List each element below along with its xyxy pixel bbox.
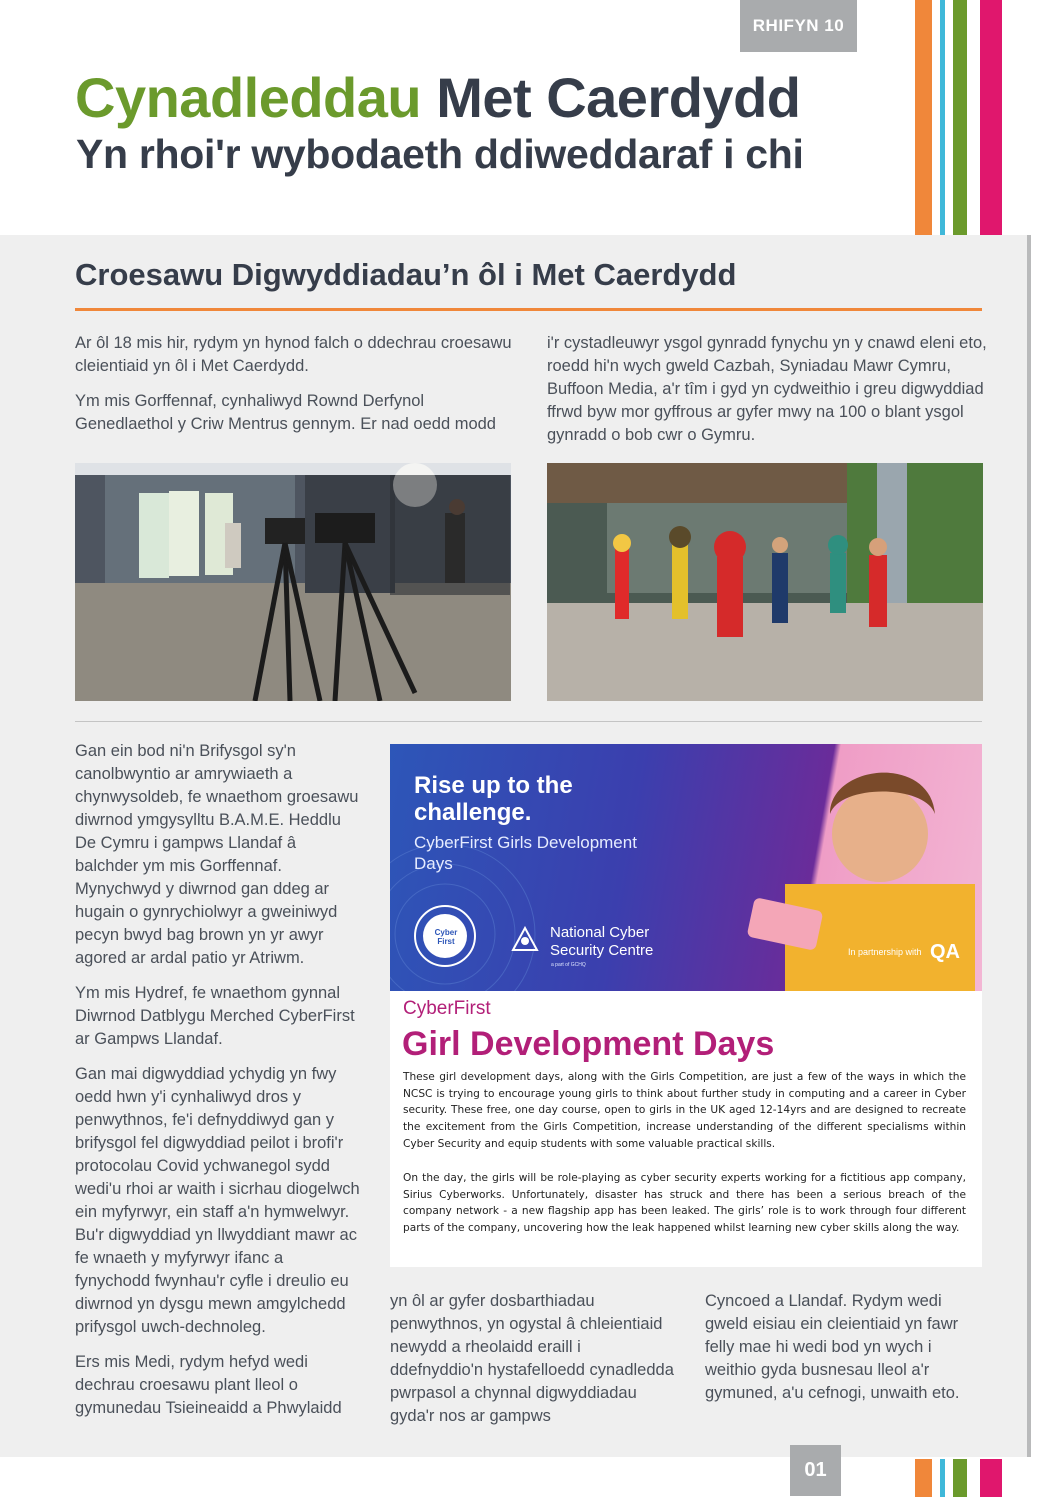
photo-mascots-outdoor bbox=[547, 463, 983, 701]
paragraph: Ym mis Hydref, fe wnaethom gynnal Diwrnod Datblygu Merched CyberFirst ar Gampws Llandaf. bbox=[75, 984, 355, 1048]
banner-headline: Rise up to the challenge. bbox=[414, 772, 573, 826]
section-title: Croesawu Digwyddiadau’n ôl i Met Caerdydd bbox=[75, 257, 737, 292]
footer-stripe-magenta bbox=[980, 1459, 1002, 1497]
photo-studio-camera bbox=[75, 463, 511, 701]
stripe-magenta bbox=[980, 0, 1002, 235]
ncsc-subtext: a part of GCHQ bbox=[551, 962, 586, 968]
page-subtitle: Yn rhoi'r wybodaeth ddiweddaraf i chi bbox=[76, 131, 804, 177]
cyberfirst-heading: Girl Development Days bbox=[402, 1025, 775, 1063]
issue-badge: RHIFYN 10 bbox=[740, 0, 857, 52]
paragraph: Ers mis Medi, rydym hefyd wedi dechrau croesawu plant lleol o gymunedau Tsieineaidd a Phwylaidd bbox=[75, 1353, 342, 1417]
intro-column-right bbox=[547, 332, 987, 459]
events-column bbox=[75, 740, 360, 1432]
bottom-column-right bbox=[705, 1290, 985, 1417]
stripe-cyan bbox=[940, 0, 945, 235]
partner-text: In partnership with bbox=[848, 947, 922, 957]
cyberfirst-paragraph: These girl development days, along with the Girls Competition, are just a few of the ways in which the NCSC is trying to encourage young girls to think about further study in computing and a career in Cyber security. These free, one day course, open to girls in the UK aged 12-14yrs and are designed to recreate the excitement from the Girls Competition, increase understanding of the different specialisms within Cyber Security and equip students with some valuable practical skills. bbox=[403, 1071, 966, 1150]
right-rule bbox=[1027, 235, 1031, 1457]
divider bbox=[75, 721, 982, 722]
title-green: Cynadleddau bbox=[75, 66, 422, 129]
page-title bbox=[75, 66, 800, 130]
section-rule bbox=[75, 308, 982, 311]
qa-logo: QA bbox=[930, 941, 960, 963]
page-number: 01 bbox=[790, 1445, 841, 1496]
intro-column-left bbox=[75, 332, 515, 448]
paragraph: i'r cystadleuwyr ysgol gynradd fynychu yn y cnawd eleni eto, roedd hi'n wych gweld Cazbah, Syniadau Mawr Cymru, Buffoon Media, a'r tîm i gyd yn cydweithio i greu digwyddiad ffrwd byw mor gyffrous ar gyfer mwy na 100 o blant ysgol gynradd o bob cwr o Gymru. bbox=[547, 334, 987, 444]
footer-stripe-green bbox=[953, 1459, 967, 1497]
footer-stripe-orange bbox=[915, 1459, 932, 1497]
paragraph: Gan ein bod ni'n Brifysgol sy'n canolbwyntio ar amrywiaeth a chynwysoldeb, fe wnaethom groesawu diwrnod ymgysylltu B.A.M.E. Heddlu De Cymru i gampws Llandaf â balchder ym mis Gorffennaf. Mynychwyd y diwrnod gan ddeg ar hugain o gynrychiolwyr a gweiniwyd pecyn bwyd bag brown yn yr awyr agored ar ardal patio yr Atriwm. bbox=[75, 742, 359, 967]
paragraph: Gan mai digwyddiad ychydig yn fwy oedd hwn y'i cynhaliwyd dros y penwythnos, fe'i defnyddiwyd gan y brifysgol fel digwyddiad peilot i brofi'r protocolau Covid ychwanegol sydd wedi'u rhoi ar waith i sicrhau diogelwch ein myfyrwyr, ein staff a'n hymwelwyr. Bu'r digwyddiad yn llwyddiant mawr ac fe wnaeth y myfyrwyr ifanc a fynychodd fwynhau'r cyfle i dreulio eu diwrnod yn dysgu mewn amgylchedd prifysgol uwch-dechnoleg. bbox=[75, 1065, 360, 1336]
footer-stripe-cyan bbox=[940, 1459, 945, 1497]
cyberfirst-paragraph: On the day, the girls will be role-playing as cyber security experts working for a fictitious app company, Sirius Cyberworks. Unfortunately, disaster has struck and there has been a serious breach of the company network - a new flagship app has been leaked. The girls’ role is to work through four different parts of the company, uncovering how the leak happened whilst learning new cyber skills along the way. bbox=[403, 1172, 966, 1235]
mascots-illustration bbox=[547, 463, 983, 701]
ncsc-logo-text: National Cyber Security Centre bbox=[550, 924, 654, 959]
stripe-orange bbox=[915, 0, 932, 235]
stripe-green bbox=[953, 0, 967, 235]
banner-subheadline: CyberFirst Girls Development Days bbox=[414, 833, 637, 873]
studio-illustration bbox=[75, 463, 511, 701]
cyberfirst-logo-text: Cyber First bbox=[434, 928, 458, 946]
gov-crest-icon bbox=[510, 926, 540, 952]
paragraph: Ym mis Gorffennaf, cynhaliwyd Rownd Derfynol Genedlaethol y Criw Mentrus gennym. Er nad oedd modd bbox=[75, 392, 496, 433]
title-dark: Met Caerdydd bbox=[436, 66, 801, 129]
bottom-column-middle bbox=[390, 1290, 675, 1440]
cyberfirst-label: CyberFirst bbox=[403, 998, 491, 1019]
paragraph: Ar ôl 18 mis hir, rydym yn hynod falch o ddechrau croesawu cleientiaid yn ôl i Met Caerdydd. bbox=[75, 334, 512, 375]
paragraph: yn ôl ar gyfer dosbarthiadau penwythnos, yn ogystal â chleientiaid newydd a rheolaidd eraill i ddefnyddio'n hystafelloedd cynadledda pwrpasol a chynnal digwyddiadau gyda'r nos ar gampws bbox=[390, 1292, 674, 1425]
paragraph: Cyncoed a Llandaf. Rydym wedi gweld eisiau ein cleientiaid yn fawr felly mae hi wedi bod yn wych i weithio gyda busnesau lleol a'r gymuned, a'u cefnogi, unwaith eto. bbox=[705, 1292, 960, 1402]
